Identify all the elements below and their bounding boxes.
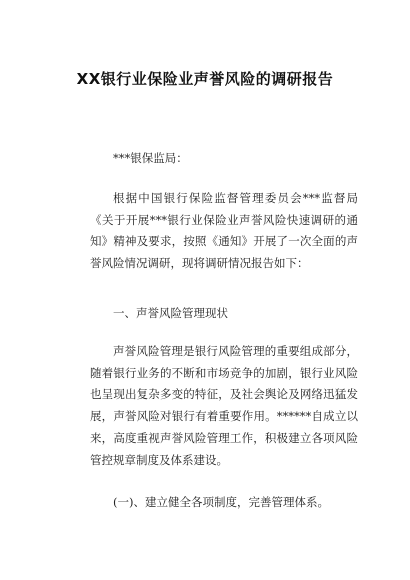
document-title: XX银行业保险业声誉风险的调研报告 — [76, 70, 334, 88]
intro-paragraph: 根据中国银行保险监督管理委员会***监督局《关于开展***银行业保险业声誉风险快速调研的通知》精神及要求，按照《通知》开展了一次全面的声誉风险情况调研，现将调研情况报告如下： — [90, 191, 358, 271]
body-paragraph: 声誉风险管理是银行风险管理的重要组成部分，随着银行业务的不断和市场竞争的加剧，银行业风险也呈现出复杂多变的特征，及社会舆论及网络迅猛发展，声誉风险对银行有着重要作用。******自成立以来，高度重视声誉风险管理工作，积极建立各项风险管控规章制度及体系建设。 — [90, 344, 358, 467]
salutation: ***银保监局： — [113, 151, 188, 165]
section-heading: 一、声誉风险管理现状 — [113, 306, 228, 320]
subsection-heading: (一)、建立健全各项制度，完善管理体系。 — [113, 495, 329, 509]
